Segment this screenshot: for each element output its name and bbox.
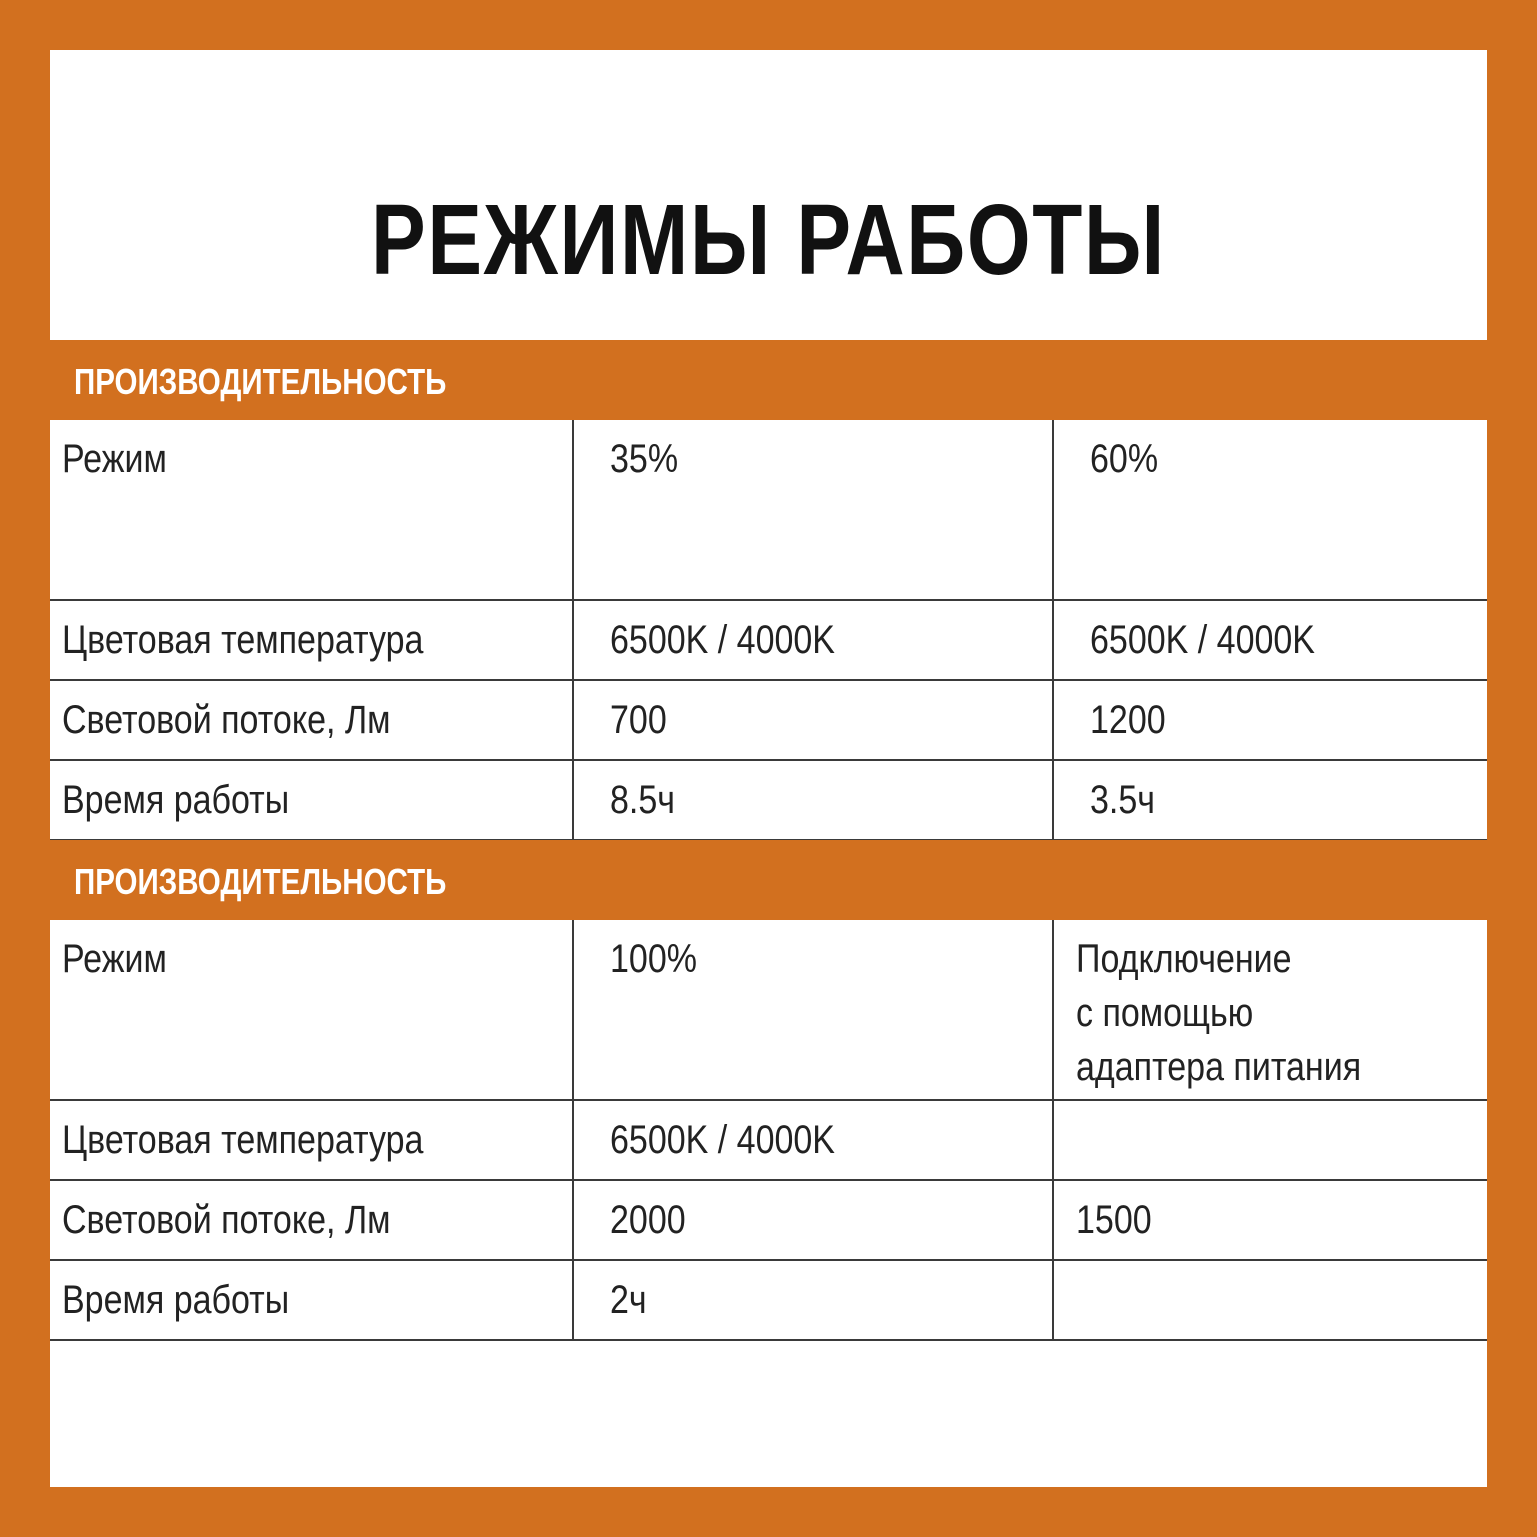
row-label: Световой потоке, Лм bbox=[50, 680, 573, 760]
row-value-2 bbox=[1053, 1260, 1487, 1340]
row-label: Время работы bbox=[50, 1260, 573, 1340]
row-value-2: 1500 bbox=[1053, 1180, 1487, 1260]
row-value-1: 35% bbox=[573, 420, 1053, 600]
row-value-1: 6500K / 4000K bbox=[573, 1100, 1053, 1180]
row-value-2: 3.5ч bbox=[1053, 760, 1487, 840]
table-row bbox=[50, 600, 1487, 680]
row-value-1: 100% bbox=[573, 920, 1053, 1100]
row-value-2: 1200 bbox=[1053, 680, 1487, 760]
row-value-1: 700 bbox=[573, 680, 1053, 760]
table-row bbox=[50, 1260, 1487, 1340]
row-value-1: 6500K / 4000K bbox=[573, 600, 1053, 680]
row-value-2: Подключение с помощью адаптера питания bbox=[1053, 920, 1487, 1100]
row-value-1: 8.5ч bbox=[573, 760, 1053, 840]
section-header-1-label: ПРОИЗВОДИТЕЛЬНОСТЬ bbox=[74, 361, 447, 402]
table-row bbox=[50, 420, 1487, 600]
section-header-2-label: ПРОИЗВОДИТЕЛЬНОСТЬ bbox=[74, 861, 447, 902]
row-value-1: 2ч bbox=[573, 1260, 1053, 1340]
row-value-2: 60% bbox=[1053, 420, 1487, 600]
section-header-2 bbox=[50, 840, 1487, 920]
row-label: Световой потоке, Лм bbox=[50, 1180, 573, 1260]
spec-card bbox=[50, 50, 1487, 1487]
row-label: Режим bbox=[50, 420, 573, 600]
section-header-1 bbox=[50, 340, 1487, 420]
table-row bbox=[50, 1180, 1487, 1260]
spec-table-2 bbox=[50, 920, 1487, 1341]
row-label: Цветовая температура bbox=[50, 600, 573, 680]
row-label: Цветовая температура bbox=[50, 1100, 573, 1180]
row-label: Время работы bbox=[50, 760, 573, 840]
row-value-2: 6500K / 4000K bbox=[1053, 600, 1487, 680]
table-row bbox=[50, 1100, 1487, 1180]
row-label: Режим bbox=[50, 920, 573, 1100]
spec-table-1 bbox=[50, 420, 1487, 841]
table-row bbox=[50, 920, 1487, 1100]
table-row bbox=[50, 760, 1487, 840]
row-value-1: 2000 bbox=[573, 1180, 1053, 1260]
row-value-2 bbox=[1053, 1100, 1487, 1180]
table-row bbox=[50, 680, 1487, 760]
page-title: РЕЖИМЫ РАБОТЫ bbox=[371, 184, 1166, 296]
